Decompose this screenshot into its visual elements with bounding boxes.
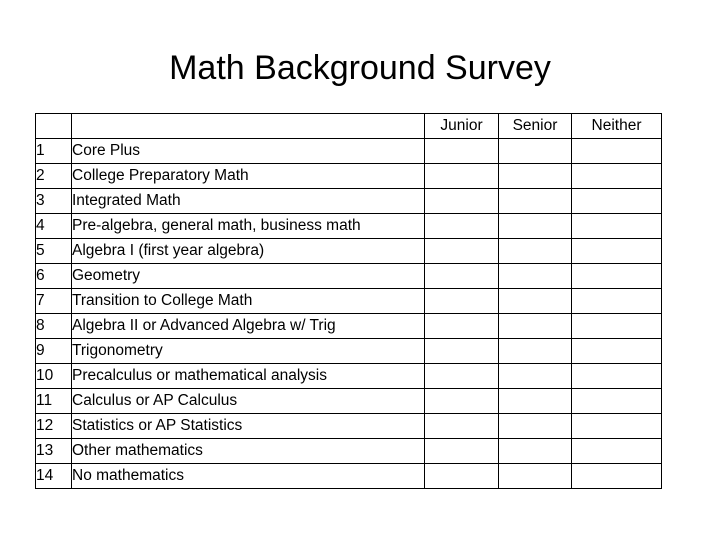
junior-cell[interactable] [425, 264, 499, 289]
course-name: Algebra I (first year algebra) [72, 239, 425, 264]
table-row [36, 439, 662, 464]
neither-cell[interactable] [572, 439, 662, 464]
neither-cell[interactable] [572, 364, 662, 389]
junior-cell[interactable] [425, 289, 499, 314]
junior-cell[interactable] [425, 314, 499, 339]
course-name: Transition to College Math [72, 289, 425, 314]
junior-cell[interactable] [425, 164, 499, 189]
course-name: No mathematics [72, 464, 425, 489]
senior-cell[interactable] [499, 364, 572, 389]
table-row [36, 214, 662, 239]
course-name: College Preparatory Math [72, 164, 425, 189]
course-name: Integrated Math [72, 189, 425, 214]
table-row [36, 414, 662, 439]
junior-cell[interactable] [425, 389, 499, 414]
survey-table [35, 113, 662, 489]
table-row [36, 139, 662, 164]
row-number: 6 [36, 264, 72, 289]
course-name: Pre-algebra, general math, business math [72, 214, 425, 239]
senior-cell[interactable] [499, 139, 572, 164]
course-name: Core Plus [72, 139, 425, 164]
course-name: Trigonometry [72, 339, 425, 364]
neither-cell[interactable] [572, 289, 662, 314]
table-row [36, 314, 662, 339]
header-number [36, 114, 72, 139]
table-body [36, 139, 662, 489]
senior-cell[interactable] [499, 239, 572, 264]
table-row [36, 289, 662, 314]
junior-cell[interactable] [425, 239, 499, 264]
table-row [36, 364, 662, 389]
header-course [72, 114, 425, 139]
course-name: Algebra II or Advanced Algebra w/ Trig [72, 314, 425, 339]
table-row [36, 264, 662, 289]
table-header-row [36, 114, 662, 139]
course-name: Geometry [72, 264, 425, 289]
row-number: 2 [36, 164, 72, 189]
junior-cell[interactable] [425, 139, 499, 164]
table-row [36, 339, 662, 364]
senior-cell[interactable] [499, 214, 572, 239]
row-number: 13 [36, 439, 72, 464]
junior-cell[interactable] [425, 364, 499, 389]
junior-cell[interactable] [425, 339, 499, 364]
neither-cell[interactable] [572, 239, 662, 264]
senior-cell[interactable] [499, 289, 572, 314]
table-row [36, 389, 662, 414]
neither-cell[interactable] [572, 189, 662, 214]
row-number: 3 [36, 189, 72, 214]
row-number: 8 [36, 314, 72, 339]
neither-cell[interactable] [572, 339, 662, 364]
senior-cell[interactable] [499, 264, 572, 289]
row-number: 7 [36, 289, 72, 314]
course-name: Calculus or AP Calculus [72, 389, 425, 414]
course-name: Other mathematics [72, 439, 425, 464]
neither-cell[interactable] [572, 214, 662, 239]
neither-cell[interactable] [572, 389, 662, 414]
junior-cell[interactable] [425, 189, 499, 214]
neither-cell[interactable] [572, 139, 662, 164]
table-row [36, 189, 662, 214]
row-number: 12 [36, 414, 72, 439]
senior-cell[interactable] [499, 414, 572, 439]
header-junior: Junior [425, 114, 499, 139]
junior-cell[interactable] [425, 439, 499, 464]
row-number: 9 [36, 339, 72, 364]
row-number: 10 [36, 364, 72, 389]
neither-cell[interactable] [572, 264, 662, 289]
header-neither: Neither [572, 114, 662, 139]
neither-cell[interactable] [572, 464, 662, 489]
senior-cell[interactable] [499, 389, 572, 414]
senior-cell[interactable] [499, 314, 572, 339]
row-number: 4 [36, 214, 72, 239]
senior-cell[interactable] [499, 189, 572, 214]
neither-cell[interactable] [572, 414, 662, 439]
neither-cell[interactable] [572, 314, 662, 339]
header-senior: Senior [499, 114, 572, 139]
senior-cell[interactable] [499, 464, 572, 489]
row-number: 1 [36, 139, 72, 164]
table-row [36, 164, 662, 189]
senior-cell[interactable] [499, 339, 572, 364]
course-name: Statistics or AP Statistics [72, 414, 425, 439]
page-title: Math Background Survey [169, 49, 551, 87]
course-name: Precalculus or mathematical analysis [72, 364, 425, 389]
row-number: 11 [36, 389, 72, 414]
row-number: 14 [36, 464, 72, 489]
senior-cell[interactable] [499, 439, 572, 464]
row-number: 5 [36, 239, 72, 264]
table-row [36, 464, 662, 489]
senior-cell[interactable] [499, 164, 572, 189]
neither-cell[interactable] [572, 164, 662, 189]
table-row [36, 239, 662, 264]
junior-cell[interactable] [425, 414, 499, 439]
junior-cell[interactable] [425, 464, 499, 489]
junior-cell[interactable] [425, 214, 499, 239]
